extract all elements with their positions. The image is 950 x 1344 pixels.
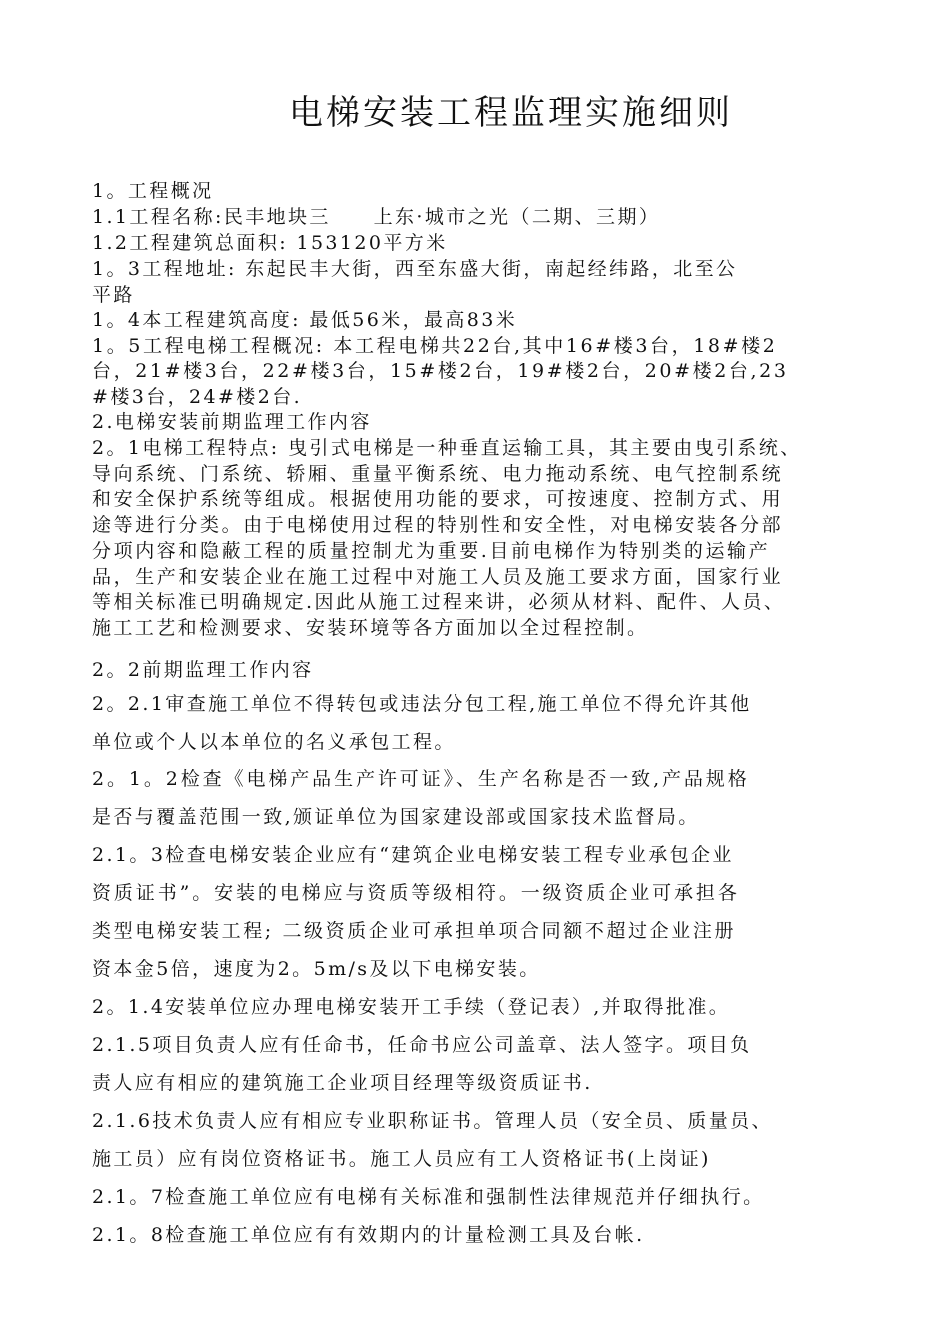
text-line-features-6: 品，生产和安装企业在施工过程中对施工人员及施工要求方面，国家行业 bbox=[92, 566, 784, 588]
text-line-address: 1。3工程地址: 东起民丰大街，西至东盛大街，南起经纬路，北至公 bbox=[92, 258, 738, 280]
text-line-2-1-3-cont: 资质证书”。安装的电梯应与资质等级相符。一级资质企业可承担各 bbox=[92, 882, 740, 904]
text-line-elevator-overview: 1。5工程电梯工程概况: 本工程电梯共22台,其中16#楼3台，18#楼2 bbox=[92, 335, 778, 357]
text-line-2-1-2-cont: 是否与覆盖范围一致,颁证单位为国家建设部或国家技术监督局。 bbox=[92, 806, 700, 828]
text-line-address-cont: 平路 bbox=[92, 284, 135, 306]
text-line-features-1: 2。1电梯工程特点: 曳引式电梯是一种垂直运输工具，其主要由曳引系统、 bbox=[92, 437, 802, 459]
text-line-2-1-8: 2.1。8检查施工单位应有有效期内的计量检测工具及台帐. bbox=[92, 1224, 645, 1246]
section-heading-2-2: 2。2前期监理工作内容 bbox=[92, 659, 314, 681]
text-line-features-7: 等相关标准已明确规定.因此从施工过程来讲，必须从材料、配件、人员、 bbox=[92, 591, 786, 613]
text-line-2-1-5: 2.1.5项目负责人应有任命书，任命书应公司盖章、法人签字。项目负 bbox=[92, 1034, 752, 1056]
text-line-2-1-3-cont-3: 资本金5倍，速度为2。5m/s及以下电梯安装。 bbox=[92, 958, 541, 980]
text-line-features-2: 导向系统、门系统、轿厢、重量平衡系统、电力拖动系统、电气控制系统 bbox=[92, 463, 784, 485]
text-line-2-1-7: 2.1。7检查施工单位应有电梯有关标准和强制性法律规范并仔细执行。 bbox=[92, 1186, 765, 1208]
text-line-height: 1。4本工程建筑高度: 最低56米，最高83米 bbox=[92, 309, 518, 331]
text-line-2-1-6-cont: 施工员）应有岗位资格证书。施工人员应有工人资格证书(上岗证) bbox=[92, 1148, 711, 1170]
text-line-2-1-6: 2.1.6技术负责人应有相应专业职称证书。管理人员（安全员、质量员、 bbox=[92, 1110, 773, 1132]
text-line-features-3: 和安全保护系统等组成。根据使用功能的要求，可按速度、控制方式、用 bbox=[92, 488, 784, 510]
section-heading-2: 2.电梯安装前期监理工作内容 bbox=[92, 411, 372, 433]
text-line-2-1-3-cont-2: 类型电梯安装工程; 二级资质企业可承担单项合同额不超过企业注册 bbox=[92, 920, 737, 942]
text-line-features-8: 施工工艺和检测要求、安装环境等各方面加以全过程控制。 bbox=[92, 617, 649, 639]
text-line-features-5: 分项内容和隐蔽工程的质量控制尤为重要.目前电梯作为特别类的运输产 bbox=[92, 540, 771, 562]
document-title: 电梯安装工程监理实施细则 bbox=[289, 93, 733, 133]
text-line-2-1-2: 2。1。2检查《电梯产品生产许可证》、生产名称是否一致,产品规格 bbox=[92, 768, 750, 790]
text-line-total-area: 1.2工程建筑总面积: 153120平方米 bbox=[92, 232, 448, 254]
section-heading-1: 1。工程概况 bbox=[92, 180, 214, 202]
text-line-2-1-5-cont: 责人应有相应的建筑施工企业项目经理等级资质证书. bbox=[92, 1072, 593, 1094]
text-line-2-1-4: 2。1.4安装单位应办理电梯安装开工手续（登记表）,并取得批准。 bbox=[92, 996, 731, 1018]
text-line-2-2-1-cont: 单位或个人以本单位的名义承包工程。 bbox=[92, 731, 456, 753]
text-line-2-1-3: 2.1。3检查电梯安装企业应有“建筑企业电梯安装工程专业承包企业 bbox=[92, 844, 734, 866]
text-line-elevator-overview-3: #楼3台，24#楼2台. bbox=[92, 386, 303, 408]
text-line-project-name: 1.1工程名称:民丰地块三 上东·城市之光（二期、三期） bbox=[92, 206, 661, 228]
text-line-2-2-1: 2。2.1审查施工单位不得转包或违法分包工程,施工单位不得允许其他 bbox=[92, 693, 752, 715]
text-line-features-4: 途等进行分类。由于电梯使用过程的特别性和安全性，对电梯安装各分部 bbox=[92, 514, 784, 536]
text-line-elevator-overview-2: 台，21#楼3台，22#楼3台，15#楼2台，19#楼2台，20#楼2台,23 bbox=[92, 360, 789, 382]
